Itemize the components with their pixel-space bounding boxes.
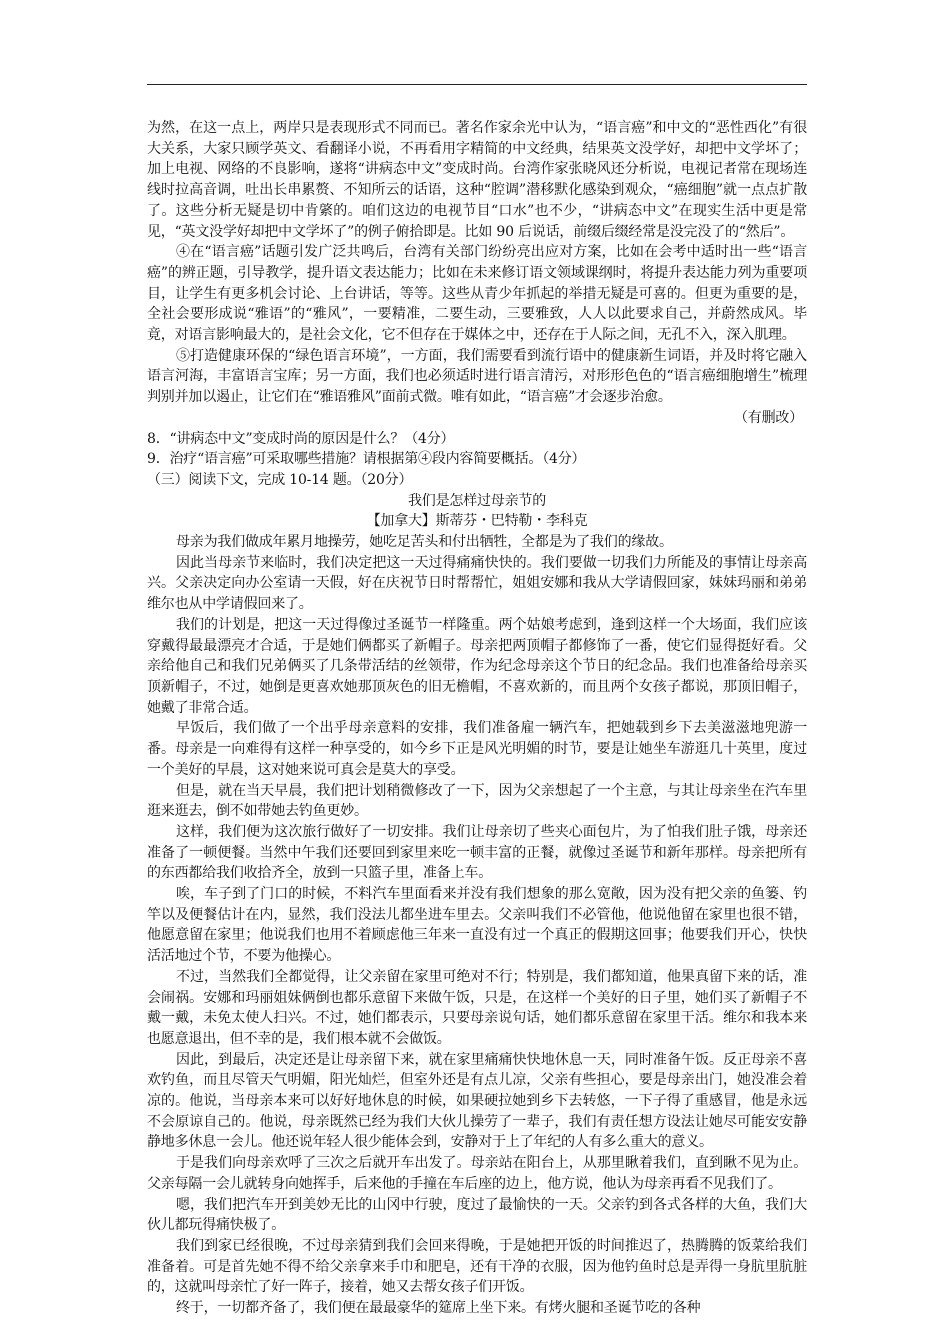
story-author: 【加拿大】斯蒂芬・巴特勒・李科克	[366, 513, 588, 530]
question-8: 8．“讲病态中文”变成时尚的原因是什么？（4分）	[147, 430, 455, 447]
section-three-heading: （三）阅读下文，完成 10-14 题。（20分）	[147, 471, 413, 488]
question-9: 9．治疗“语言癌”可采取哪些措施？请根据第④段内容简要概括。（4分）	[147, 451, 586, 468]
story-paragraph: 不过，当然我们全都觉得，让父亲留在家里可绝对不行；特别是，我们都知道，他果真留下来的话，准会闹祸。安娜和玛丽姐妹俩倒也都乐意留下来做午饭，只是，在这样一个美好的日子里，她们买了新帽子不戴一戴，未免太使人扫兴。不过，她们都表示，只要母亲说句话，她们都乐意留在家里干活。维尔和我本来也愿意退出，但不幸的是，我们根本就不会做饭。	[147, 968, 807, 1047]
header-rule	[147, 84, 807, 85]
story-paragraph: 嗯，我们把汽车开到美妙无比的山冈中行驶，度过了最愉快的一天。父亲钓到各式各样的大鱼，我们大伙儿都玩得痛快极了。	[147, 1196, 807, 1234]
story-paragraph: 因此，到最后，决定还是让母亲留下来，就在家里痛痛快快地休息一天，同时准备午饭。反正母亲不喜欢钓鱼，而且尽管天气明媚，阳光灿烂，但室外还是有点儿凉，父亲有些担心，要是母亲出门，她没准会着凉的。他说，当母亲本来可以好好地休息的时候，如果硬拉她到乡下去转悠，一下子得了重感冒，他是永远不会原谅自己的。他说，母亲既然已经为我们大伙儿操劳了一辈子，我们有责任想方设法让她尽可能安安静静地多休息一会儿。他还说年轻人很少能体会到，安静对于上了年纪的人有多么重大的意义。	[147, 1051, 807, 1151]
story-title: 我们是怎样过母亲节的	[408, 492, 546, 509]
story-paragraph: 早饭后，我们做了一个出乎母亲意料的安排，我们准备雇一辆汽车，把她载到乡下去美滋滋地兜游一番。母亲是一向难得有这样一种享受的，如今乡下正是风光明媚的时节，要是让她坐车游逛几十英里，度过一个美好的早晨，这对她来说可真会是莫大的享受。	[147, 720, 807, 778]
story-paragraph: 这样，我们便为这次旅行做好了一切安排。我们让母亲切了些夹心面包片，为了怕我们肚子饿，母亲还准备了一顿便餐。当然中午我们还要回到家里来吃一顿丰富的正餐，就像过圣诞节和新年那样。母亲把所有的东西都给我们收拾齐全，放到一只篮子里，准备上车。	[147, 823, 807, 882]
story-paragraph: 于是我们向母亲欢呼了三次之后就开车出发了。母亲站在阳台上，从那里瞅着我们，直到瞅不见为止。父亲每隔一会儿就转身向她挥手，后来他的手撞在车后座的边上，他方说，他认为母亲再看不见我们了。	[147, 1155, 807, 1192]
story-paragraph: 终于，一切都齐备了，我们便在最最豪华的筵席上坐下来。有烤火腿和圣诞节吃的各种	[176, 1300, 701, 1317]
passage-paragraph-5: ⑤打造健康环保的“绿色语言环境”，一方面，我们需要看到流行语中的健康新生词语，并及时将它融入语言河海，丰富语言宝库；另一方面，我们也必须适时进行语言清污，对形形色色的“语言癌细胞增生”梳理判别并加以遏止，让它们在“雅语雅风”面前式微。唯有如此，“语言癌”才会逐步治愈。	[147, 347, 807, 406]
document-body	[147, 118, 807, 1319]
story-paragraph: 但是，就在当天早晨，我们把计划稍微修改了一下，因为父亲想起了一个主意，与其让母亲坐在汽车里逛来逛去，倒不如带她去钓鱼更妙。	[147, 782, 807, 820]
story-paragraph: 母亲为我们做成年累月地操劳，她吃足苦头和付出牺牲，全都是为了我们的缘故。	[176, 534, 673, 551]
passage-paragraph: 为然，在这一点上，两岸只是表现形式不同而已。著名作家余光中认为，“语言癌”和中文的“恶性西化”有很大关系，大家只顾学英文、看翻译小说，不再看用字精简的中文经典，结果英文没学好，却把中文学坏了；加上电视、网络的不良影响，遂将“讲病态中文”变成时尚。台湾作家张晓风还分析说，电视记者常在现场连线时拉高音调，吐出长串累赘、不知所云的话语，这种“腔调”潜移默化感染到观众，“癌细胞”就一点点扩散了。这些分析无疑是切中肯綮的。咱们这边的电视节目“口水”也不少，“讲病态中文”在现实生活中更是常见，“英文没学好却把中文学坏了”的例子俯拾即是。比如 90 后说话，前缀后缀经常是没完没了的“然后”。	[147, 120, 807, 240]
passage-paragraph-4: ④在“语言癌”话题引发广泛共鸣后，台湾有关部门纷纷亮出应对方案，比如在会考中适时出一些“语言癌”的辨正题，引导教学，提升语文表达能力；比如在未来修订语文领域课纲时，将提升表达能力列为重要项目，让学生有更多机会讨论、上台讲话，等等。这些从青少年抓起的举措无疑是可喜的。但更为重要的是，全社会要形成说“雅语”的“雅风”，一要精准，二要生动，三要雅致，人人以此要求自己，并蔚然成风。毕竟，对语言影响最大的，是社会文化，它不但存在于媒体之中，还存在于人际之间，无孔不入，深入肌理。	[147, 244, 807, 344]
story-paragraph: 我们到家已经很晚，不过母亲猜到我们会回来得晚，于是她把开饭的时间推迟了，热腾腾的饭菜给我们准备着。可是首先她不得不给父亲拿来手巾和肥皂，还有干净的衣服，因为他钓鱼时总是弄得一身肮里肮脏的，这就叫母亲忙了好一阵子，接着，她又去帮女孩子们开饭。	[147, 1237, 807, 1296]
story-paragraph: 唉，车子到了门口的时候，不料汽车里面看来并没有我们想象的那么宽敞，因为没有把父亲的鱼篓、钓竿以及便餐估计在内，显然，我们没法儿都坐进车里去。父亲叫我们不必管他，他说他留在家里也很不错，他愿意留在家里；他说我们也用不着顾虑他三年来一直没有过一个真正的假期这回事；他要我们开心，快快活活地过个节，不要为他操心。	[147, 886, 807, 965]
source-note: （有删改）	[734, 409, 803, 426]
story-paragraph: 我们的计划是，把这一天过得像过圣诞节一样隆重。两个姑娘考虑到，逢到这样一个大场面，我们应该穿戴得最最漂亮才合适，于是她们俩都买了新帽子。母亲把两顶帽子都修饰了一番，使它们显得挺好看。父亲给他自己和我们兄弟俩买了几条带活结的丝领带，作为纪念母亲这个节日的纪念品。我们也准备给母亲买顶新帽子，不过，她倒是更喜欢她那顶灰色的旧无檐帽，不喜欢新的，而且两个女孩子都说，那顶旧帽子，她戴了非常合适。	[147, 616, 807, 716]
story-paragraph: 因此当母亲节来临时，我们决定把这一天过得痛痛快快的。我们要做一切我们力所能及的事情让母亲高兴。父亲决定向办公室请一天假，好在庆祝节日时帮帮忙，姐姐安娜和我从大学请假回家，妹妹玛丽和弟弟维尔也从中学请假回来了。	[147, 554, 807, 613]
